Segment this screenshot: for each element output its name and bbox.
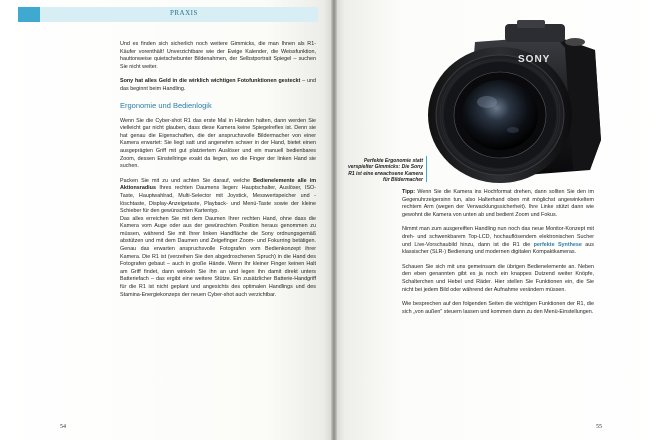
left-paragraph-5: Das alles erreichen Sie mit dem Daumen Ihrer rechten Hand, ohne dass die Kamera vom Auge oder aus der gewünschten Position heraus genommen zu müssen, während Sie mit Ihrer linken Handfläche die Sony ordnungsgemäß abstützen und mit dem Daumen und Zeigefinger Zoom- und Fokurring betätigen. Genau das erwarten anspruchsvolle Fotografen vom Bedienkonzept ihrer Kamera. Die R1 ist (verzeihen Sie den abgedroschenen Spruch) in die Hand des Fotografen gebaut – auch in große Hände. Wenn Ihr kleiner Finger keinen Halt am Griff findet, dann winkeln Sie ihn an und legen ihn damit direkt unters Batteriefach – das ergibt eine weitere Stütze. Ein zusätzlicher Batterie-Handgriff für die R1 ist nicht geplant und angesichts des optimalen Handlings und des Stamina-Energiekonzeps der neuen Cyber-shot auch verzichtbar. <box>120 215 316 298</box>
left-paragraph-3: Wenn Sie die Cyber-shot R1 das erste Mal in Händen halten, dann werden Sie vielleicht gar nicht glauben, dass diese Kamera keine Spiegelreflex ist. Denn sie hat genau die Eigenschaften, die der anspruchsvolle Bildermacher von einer Kamera erwartet: Sie liegt satt und angenehm schwer in der Hand, bietet einen ausgeprägten Griff mit gut platziertem Auslöser und ein manuell bedienbares Zoom, dessen Einstellringe exakt da liegen, wo die Finger der linken Hand sie suchen. <box>120 117 316 170</box>
body-text: aus klassischer (SLR-) Bedienung und modernen digitalen Kompaktkameras. <box>402 241 594 256</box>
body-text: Nimmt man zum ausgereiften Handling nun noch das neue Monitor-Konzept mit dreh- und schwenkbarem Top-LCD, hochauflösendem elektronischen Sucher und Live-Vorschaubild hinzu, dann ist die R1 die <box>402 226 594 248</box>
left-paragraph-2 <box>120 78 316 93</box>
subheading: Ergonomie und Bedienlogik <box>120 100 212 110</box>
left-text-column <box>120 41 316 299</box>
right-text-column <box>402 189 594 316</box>
body-text: Ihres rechten Daumens liegen: Hauptschalter, Auslöser, ISO-Taste, Hauptwahlrad, Multi-Selector mit Joystick, Messwertspeicher und -löschtaste, Display-Anzeigetaste, Playback- und Menü-Taste sowie der kleine Schieber für den gewünschten Kartentyp. <box>120 185 316 215</box>
right-paragraph-1 <box>402 189 594 219</box>
left-paragraph-4 <box>120 178 316 216</box>
section-header-label: PRAXIS <box>170 9 198 17</box>
emphasis-text: Sony hat alles Geld in die wirklich wichtigen Fotofunktionen gesteckt <box>120 78 301 85</box>
right-paragraph-4: Wie besprechen auf den folgenden Seiten die wichtigen Funktionen der R1, die sich „von außen" steuern lassen und kommen dann zu den Menü-Einstellungen. <box>402 301 594 315</box>
page-number-right: 55 <box>596 424 602 430</box>
section-header-bar <box>18 7 318 22</box>
photo-caption: Perfekte Ergonomie statt verspielter Gimmicks: Die Sony R1 ist eine erwachsene Kamera für Bildermacher <box>347 158 423 184</box>
right-paragraph-2 <box>402 226 594 256</box>
tip-label: Tipp: <box>402 189 416 195</box>
emphasis-text: perfekte Synthese <box>533 241 582 248</box>
right-paragraph-3: Schauen Sie sich mit uns gemeinsam die übrigen Bedienelemente an. Neben den eben genannten gibt es ja noch ein knappes Dutzend weiter Knöpfe, Schalterchen und Hebel und Räder. Hier stellen Sie Funktionen ein, die Sie nicht bei jedem Bild oder während der Aufnahme verändern müssen. <box>402 263 594 293</box>
caption-rule <box>426 156 427 182</box>
page-number-left: 54 <box>60 424 66 430</box>
body-text: – und das beginnt beim Handling. <box>120 78 316 92</box>
body-text: Wenn Sie die Kamera ins Hochformat drehen, dann sollten Sie den im Gegenuhrzeigersinn tun, also Halterhand oben mit möglichst angewinkeltem rechtem Arm (wegen der Verwacklungssicherheit). Ihre Linke stützt dann wie gewohnt die Kamera von unten ab und bedient Zoom und Fokus. <box>402 189 594 218</box>
body-text: Packen Sie mit zu und achten Sie darauf, welche <box>120 177 254 184</box>
emphasis-text: Bedienelemente alle im Aktionsradius <box>120 177 316 192</box>
left-paragraph-1: Und es finden sich sicherlich noch weitere Gimmicks, die man Ihnen als R1-Käufer vorenthält! Unverzichtbare wie der Ewige Kalender, die Weissfunktion, hauttonweise quietschebunter Bildenahmen, der Selbstportrait Spiegel – suchen Sie nicht weiter. <box>120 41 316 70</box>
brand-label: SONY <box>518 54 551 65</box>
book-gutter <box>331 0 337 440</box>
camera-photo <box>405 20 605 185</box>
